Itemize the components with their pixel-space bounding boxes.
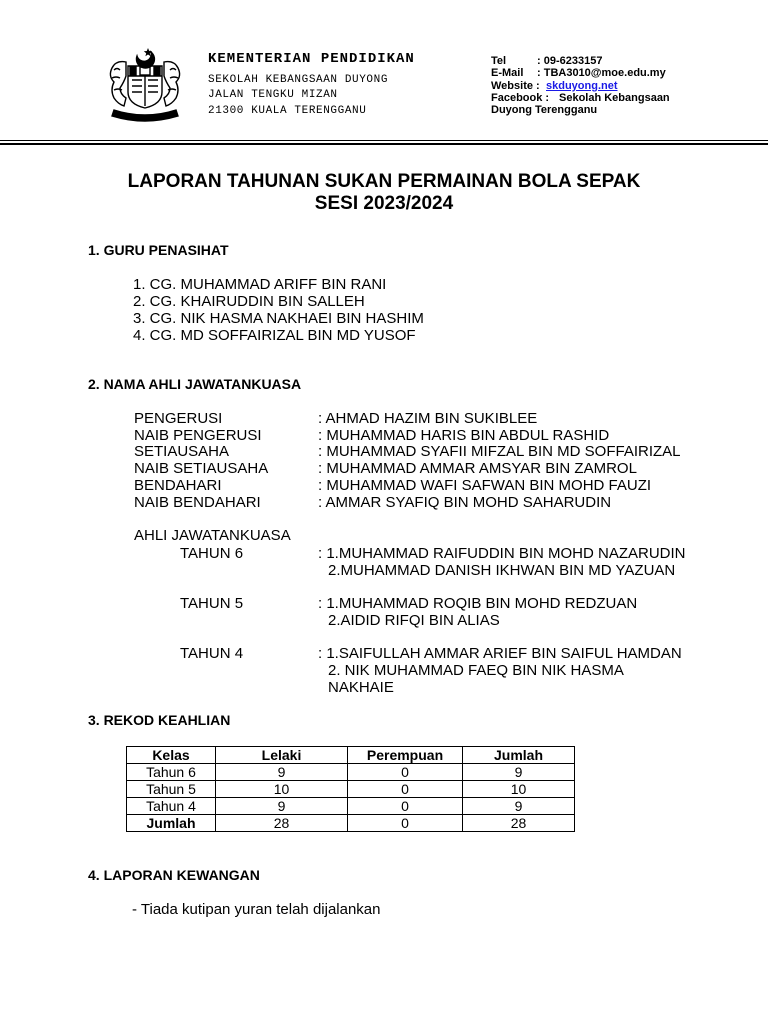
officer-role: NAIB SETIAUSAHA: [134, 460, 269, 477]
table-cell: 10: [463, 781, 575, 798]
table-cell: 9: [216, 798, 348, 815]
committee-members-label: AHLI JAWATANKUASA: [134, 527, 291, 544]
contact-facebook-value: Sekolah Kebangsaan: [559, 92, 670, 104]
officer-name: : MUHAMMAD HARIS BIN ABDUL RASHID: [318, 427, 610, 444]
member-line: 2. NIK MUHAMMAD FAEQ BIN NIK HASMA: [328, 662, 624, 679]
table-cell: Tahun 6: [127, 764, 216, 781]
section-heading-advisors: 1. GURU PENASIHAT: [88, 242, 229, 258]
membership-table: [126, 746, 575, 832]
school-name: SEKOLAH KEBANGSAAN DUYONG: [208, 74, 389, 86]
section-heading-membership: 3. REKOD KEAHLIAN: [88, 712, 231, 728]
officer-role: BENDAHARI: [134, 477, 222, 494]
year-label: TAHUN 5: [180, 595, 244, 612]
table-row: [127, 764, 575, 781]
table-cell: 10: [216, 781, 348, 798]
officer-role: PENGERUSI: [134, 410, 223, 427]
table-total-row: [127, 815, 575, 832]
officer-name: : MUHAMMAD WAFI SAFWAN BIN MOHD FAUZI: [318, 477, 652, 494]
table-cell: 9: [463, 798, 575, 815]
total-cell: 0: [348, 815, 463, 832]
member-line: 2.AIDID RIFQI BIN ALIAS: [328, 612, 500, 629]
total-cell: 28: [216, 815, 348, 832]
officer-name: : MUHAMMAD SYAFII MIFZAL BIN MD SOFFAIRIZAL: [318, 443, 681, 460]
section-heading-finance: 4. LAPORAN KEWANGAN: [88, 867, 260, 883]
table-cell: Tahun 4: [127, 798, 216, 815]
letterhead-divider-top: [0, 140, 768, 141]
member-line: 2.MUHAMMAD DANISH IKHWAN BIN MD YAZUAN: [328, 562, 676, 579]
member-line: NAKHAIE: [328, 679, 394, 696]
table-cell: 0: [348, 798, 463, 815]
letterhead-divider-bottom: [0, 143, 768, 145]
contact-website-label: Website :: [491, 80, 540, 92]
report-session: SESI 2023/2024: [314, 193, 454, 214]
contact-facebook-value-2: Duyong Terengganu: [491, 104, 598, 116]
contact-tel-label: Tel: [491, 55, 507, 67]
advisor-item: 2. CG. KHAIRUDDIN BIN SALLEH: [133, 293, 365, 310]
officer-role: NAIB BENDAHARI: [134, 494, 261, 511]
member-line: : 1.MUHAMMAD RAIFUDDIN BIN MOHD NAZARUDIN: [318, 545, 686, 562]
column-header: Lelaki: [216, 747, 348, 764]
member-line: : 1.SAIFULLAH AMMAR ARIEF BIN SAIFUL HAMDAN: [318, 645, 682, 662]
contact-email-label: E-Mail: [491, 67, 524, 79]
malaysia-coat-of-arms-icon: [104, 46, 186, 124]
officer-name: : MUHAMMAD AMMAR AMSYAR BIN ZAMROL: [318, 460, 637, 477]
table-row: [127, 781, 575, 798]
advisor-item: 4. CG. MD SOFFAIRIZAL BIN MD YUSOF: [133, 327, 416, 344]
table-row: [127, 798, 575, 815]
section-heading-committee: 2. NAMA AHLI JAWATANKUASA: [88, 376, 302, 392]
total-cell: 28: [463, 815, 575, 832]
report-title: LAPORAN TAHUNAN SUKAN PERMAINAN BOLA SEPAK: [127, 171, 641, 192]
table-cell: 0: [348, 781, 463, 798]
year-label: TAHUN 6: [180, 545, 244, 562]
column-header: Kelas: [127, 747, 216, 764]
contact-facebook-label: Facebook :: [491, 92, 550, 104]
officer-role: SETIAUSAHA: [134, 443, 230, 460]
contact-email-value: : TBA3010@moe.edu.my: [537, 67, 666, 79]
column-header: Jumlah: [463, 747, 575, 764]
table-cell: Tahun 5: [127, 781, 216, 798]
member-line: : 1.MUHAMMAD ROQIB BIN MOHD REDZUAN: [318, 595, 638, 612]
officer-name: : AHMAD HAZIM BIN SUKIBLEE: [318, 410, 538, 427]
total-label: Jumlah: [127, 815, 216, 832]
table-cell: 9: [216, 764, 348, 781]
table-cell: 0: [348, 764, 463, 781]
website-link[interactable]: skduyong.net: [546, 80, 618, 92]
ministry-name: KEMENTERIAN PENDIDIKAN: [208, 51, 415, 67]
year-label: TAHUN 4: [180, 645, 244, 662]
officer-name: : AMMAR SYAFIQ BIN MOHD SAHARUDIN: [318, 494, 612, 511]
advisor-item: 3. CG. NIK HASMA NAKHAEI BIN HASHIM: [133, 310, 424, 327]
column-header: Perempuan: [348, 747, 463, 764]
finance-note: - Tiada kutipan yuran telah dijalankan: [132, 901, 381, 918]
contact-tel-value: : 09-6233157: [537, 55, 603, 67]
officer-role: NAIB PENGERUSI: [134, 427, 262, 444]
table-cell: 9: [463, 764, 575, 781]
table-header-row: [127, 747, 575, 764]
school-street: JALAN TENGKU MIZAN: [208, 89, 338, 101]
advisor-item: 1. CG. MUHAMMAD ARIFF BIN RANI: [133, 276, 387, 293]
school-city: 21300 KUALA TERENGGANU: [208, 105, 367, 117]
